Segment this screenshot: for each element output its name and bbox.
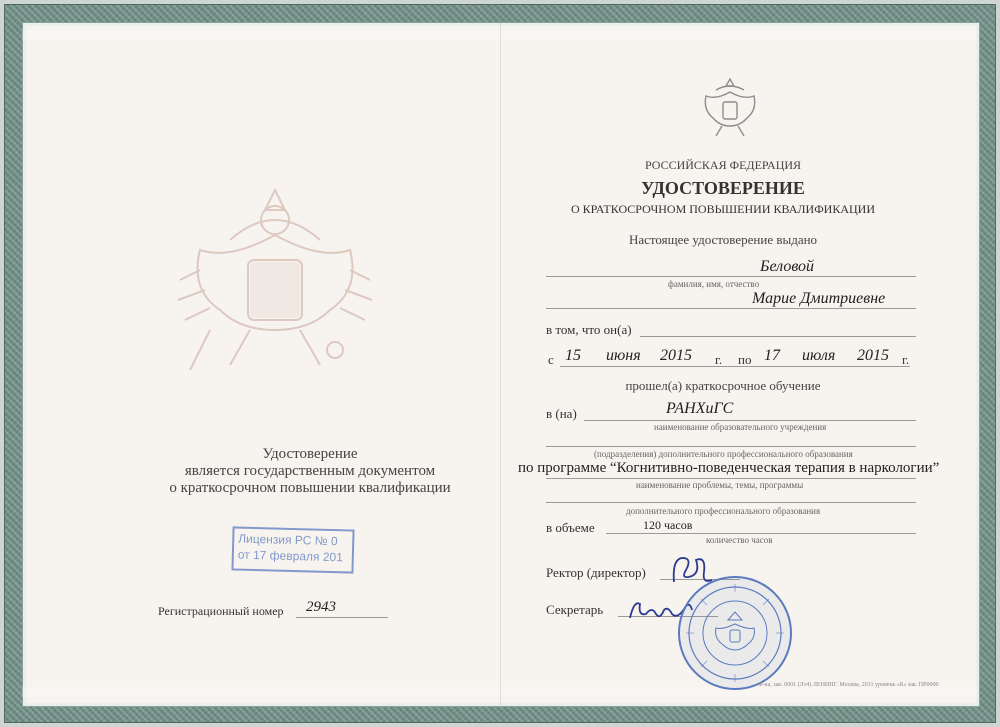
program-line-2 <box>546 502 916 503</box>
document-subtitle: О КРАТКОСРОЧНОМ ПОВЫШЕНИИ КВАЛИФИКАЦИИ <box>570 202 876 216</box>
name-patronymic-value: Марие Дмитриевне <box>752 290 886 307</box>
hours-caption: количество часов <box>706 535 773 545</box>
division-caption: (подразделения) дополнительного профессионального образования <box>594 449 853 459</box>
volume-value: 120 часов <box>643 518 693 532</box>
from-label: с <box>548 352 554 367</box>
surname-value: Беловой <box>760 258 815 275</box>
issued-text: Настоящее удостоверение выдано <box>628 232 818 247</box>
reg-number-label: Регистрационный номер <box>158 604 284 618</box>
year-abbr-2: г. <box>902 352 910 367</box>
passed-text: прошел(а) краткосрочное обучение <box>625 378 821 393</box>
from-year: 2015 <box>660 347 692 364</box>
statement-line-1: Удостоверение <box>262 446 358 462</box>
in-na-label: в (на) <box>546 406 577 421</box>
in-that-label: в том, что он(а) <box>546 322 632 337</box>
volume-line <box>606 533 916 534</box>
volume-label: в объеме <box>546 520 595 535</box>
from-month: июня <box>606 347 641 364</box>
statement-line-3: о краткосрочном повышении квалификации <box>169 480 451 496</box>
coat-of-arms-watermark-icon <box>170 180 380 380</box>
program-value: по программе “Когнитивно-поведенческая терапия в наркологии” <box>518 460 940 476</box>
stamp-line-1: Лицензия РС № 0 <box>238 531 338 549</box>
round-seal-icon <box>676 574 794 692</box>
institution-line <box>584 420 916 421</box>
to-label: по <box>738 352 752 367</box>
program-line <box>546 478 916 479</box>
printing-footer: Ф-ка, зак. 0001 (Лт4) ЛЕНИНГ. Москва, 2011 уровень «Б» зак. ПР0000 <box>758 682 939 688</box>
statement-line-2: является государственным документом <box>184 463 436 479</box>
secretary-label: Секретарь <box>546 602 604 617</box>
to-day: 17 <box>764 347 780 364</box>
country-name: РОССИЙСКАЯ ФЕДЕРАЦИЯ <box>644 158 802 172</box>
document-title: УДОСТОВЕРЕНИЕ <box>641 178 805 198</box>
year-abbr-1: г. <box>715 352 723 367</box>
rector-label: Ректор (директор) <box>546 565 646 580</box>
to-year: 2015 <box>857 347 889 364</box>
to-month: июля <box>802 347 836 364</box>
program-caption-2: дополнительного профессионального образования <box>626 506 821 516</box>
license-stamp <box>231 526 354 573</box>
surname-line <box>546 276 916 277</box>
name-line <box>546 308 916 309</box>
reg-number-value: 2943 <box>306 599 336 615</box>
institution-caption: наименование образовательного учреждения <box>654 422 827 432</box>
reg-number-line <box>296 617 388 618</box>
coat-of-arms-icon <box>698 76 762 140</box>
program-caption-1: наименование проблемы, темы, программы <box>636 480 804 490</box>
dates-line <box>560 366 910 367</box>
institution-value: РАНХиГС <box>666 400 734 417</box>
in-that-line <box>640 336 916 337</box>
from-day: 15 <box>565 347 581 364</box>
stamp-line-2: от 17 февраля 201 <box>237 547 344 565</box>
fio-caption: фамилия, имя, отчество <box>668 279 760 289</box>
division-line <box>546 446 916 447</box>
fold-line <box>500 22 501 705</box>
